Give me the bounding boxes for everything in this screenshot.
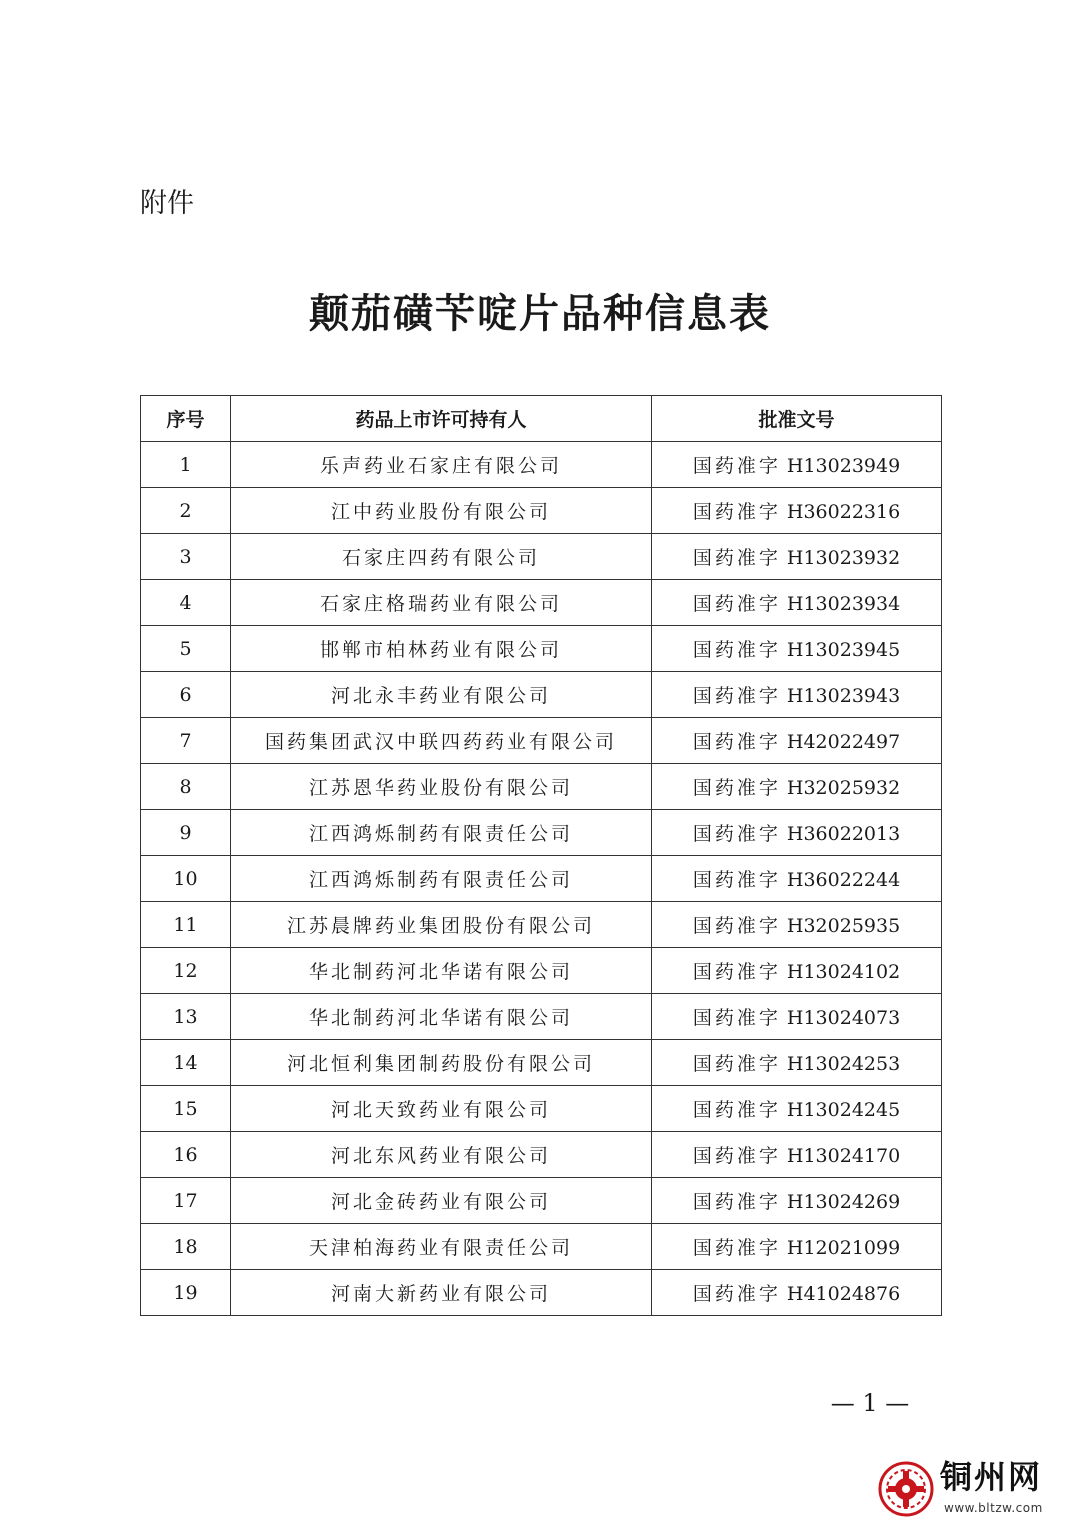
approval-code: H13024269 (786, 1191, 901, 1213)
table-row (141, 902, 942, 948)
table-row (141, 1132, 942, 1178)
approval-prefix: 国药准字 (692, 731, 781, 753)
approval-prefix: 国药准字 (692, 1053, 781, 1075)
column-header-no: 序号 (141, 396, 231, 442)
approval-prefix: 国药准字 (692, 547, 781, 569)
table-row (141, 1086, 942, 1132)
approval-code: H13024073 (786, 1007, 901, 1029)
row-number: 3 (141, 534, 231, 580)
row-number: 15 (141, 1086, 231, 1132)
table-row (141, 810, 942, 856)
license-holder: 江苏晨牌药业集团股份有限公司 (231, 902, 652, 948)
table-header-row (141, 396, 942, 442)
table-row (141, 1270, 942, 1316)
approval-number (652, 1086, 942, 1132)
approval-prefix: 国药准字 (692, 1099, 781, 1121)
table-row (141, 1224, 942, 1270)
approval-code: H36022316 (786, 501, 901, 523)
approval-code: H13023934 (786, 593, 901, 615)
table-row (141, 488, 942, 534)
page-number: — 1 — (830, 1389, 910, 1417)
approval-prefix: 国药准字 (692, 915, 781, 937)
license-holder: 华北制药河北华诺有限公司 (231, 994, 652, 1040)
approval-number (652, 442, 942, 488)
approval-number (652, 1132, 942, 1178)
approval-number (652, 948, 942, 994)
approval-number (652, 580, 942, 626)
approval-code: H13024245 (786, 1099, 901, 1121)
row-number: 5 (141, 626, 231, 672)
table-row (141, 1040, 942, 1086)
approval-prefix: 国药准字 (692, 593, 781, 615)
approval-number (652, 1224, 942, 1270)
row-number: 16 (141, 1132, 231, 1178)
approval-prefix: 国药准字 (692, 1007, 781, 1029)
row-number: 8 (141, 764, 231, 810)
approval-code: H32025932 (786, 777, 901, 799)
attachment-label: 附件 (140, 188, 194, 219)
row-number: 18 (141, 1224, 231, 1270)
approval-code: H13024102 (786, 961, 901, 983)
row-number: 19 (141, 1270, 231, 1316)
approval-number (652, 856, 942, 902)
approval-number (652, 718, 942, 764)
license-holder: 江中药业股份有限公司 (231, 488, 652, 534)
approval-prefix: 国药准字 (692, 1145, 781, 1167)
approval-number (652, 534, 942, 580)
approval-code: H12021099 (786, 1237, 901, 1259)
approval-number (652, 810, 942, 856)
table-row (141, 948, 942, 994)
approval-prefix: 国药准字 (692, 777, 781, 799)
table-row (141, 718, 942, 764)
site-watermark (878, 1457, 1074, 1523)
license-holder: 江西鸿烁制药有限责任公司 (231, 856, 652, 902)
table-body (141, 442, 942, 1316)
row-number: 4 (141, 580, 231, 626)
column-header-holder: 药品上市许可持有人 (231, 396, 652, 442)
approval-prefix: 国药准字 (692, 823, 781, 845)
approval-number (652, 1040, 942, 1086)
approval-prefix: 国药准字 (692, 1283, 781, 1305)
table-row (141, 856, 942, 902)
approval-prefix: 国药准字 (692, 639, 781, 661)
approval-prefix: 国药准字 (692, 1237, 781, 1259)
approval-code: H42022497 (786, 731, 901, 753)
row-number: 6 (141, 672, 231, 718)
approval-prefix: 国药准字 (692, 685, 781, 707)
row-number: 14 (141, 1040, 231, 1086)
approval-code: H41024876 (786, 1283, 901, 1305)
page-title: 颠茄磺苄啶片品种信息表 (309, 291, 771, 337)
row-number: 13 (141, 994, 231, 1040)
license-holder: 天津柏海药业有限责任公司 (231, 1224, 652, 1270)
row-number: 9 (141, 810, 231, 856)
table-row (141, 626, 942, 672)
approval-prefix: 国药准字 (692, 961, 781, 983)
license-holder: 江苏恩华药业股份有限公司 (231, 764, 652, 810)
table-row (141, 534, 942, 580)
row-number: 17 (141, 1178, 231, 1224)
approval-number (652, 488, 942, 534)
row-number: 7 (141, 718, 231, 764)
table-row (141, 994, 942, 1040)
approval-code: H36022244 (786, 869, 901, 891)
approval-code: H13023945 (786, 639, 901, 661)
row-number: 10 (141, 856, 231, 902)
approval-number (652, 994, 942, 1040)
table-row (141, 764, 942, 810)
license-holder: 石家庄格瑞药业有限公司 (231, 580, 652, 626)
license-holder: 河北永丰药业有限公司 (231, 672, 652, 718)
approval-number (652, 1178, 942, 1224)
approval-prefix: 国药准字 (692, 869, 781, 891)
license-holder: 江西鸿烁制药有限责任公司 (231, 810, 652, 856)
approval-code: H36022013 (786, 823, 901, 845)
row-number: 2 (141, 488, 231, 534)
table-row (141, 442, 942, 488)
approval-number (652, 902, 942, 948)
table-row (141, 672, 942, 718)
approval-prefix: 国药准字 (692, 1191, 781, 1213)
gear-seal-icon (878, 1461, 934, 1517)
column-header-approval: 批准文号 (652, 396, 942, 442)
license-holder: 邯郸市柏林药业有限公司 (231, 626, 652, 672)
watermark-url[interactable]: www.bltzw.com (944, 1501, 1043, 1515)
license-holder: 石家庄四药有限公司 (231, 534, 652, 580)
approval-number (652, 626, 942, 672)
license-holder: 河北东风药业有限公司 (231, 1132, 652, 1178)
table-row (141, 1178, 942, 1224)
license-holder: 乐声药业石家庄有限公司 (231, 442, 652, 488)
info-table (140, 395, 942, 1316)
approval-number (652, 1270, 942, 1316)
license-holder: 华北制药河北华诺有限公司 (231, 948, 652, 994)
approval-code: H32025935 (786, 915, 901, 937)
approval-prefix: 国药准字 (692, 501, 781, 523)
watermark-brand: 铜州网 (940, 1458, 1043, 1496)
row-number: 11 (141, 902, 231, 948)
approval-code: H13024170 (786, 1145, 901, 1167)
license-holder: 河南大新药业有限公司 (231, 1270, 652, 1316)
license-holder: 河北恒利集团制药股份有限公司 (231, 1040, 652, 1086)
approval-code: H13023932 (786, 547, 901, 569)
license-holder: 河北金砖药业有限公司 (231, 1178, 652, 1224)
row-number: 1 (141, 442, 231, 488)
row-number: 12 (141, 948, 231, 994)
approval-code: H13023949 (786, 455, 901, 477)
approval-prefix: 国药准字 (692, 455, 781, 477)
approval-code: H13023943 (786, 685, 901, 707)
approval-number (652, 672, 942, 718)
approval-code: H13024253 (786, 1053, 901, 1075)
license-holder: 河北天致药业有限公司 (231, 1086, 652, 1132)
license-holder: 国药集团武汉中联四药药业有限公司 (231, 718, 652, 764)
table-row (141, 580, 942, 626)
approval-number (652, 764, 942, 810)
